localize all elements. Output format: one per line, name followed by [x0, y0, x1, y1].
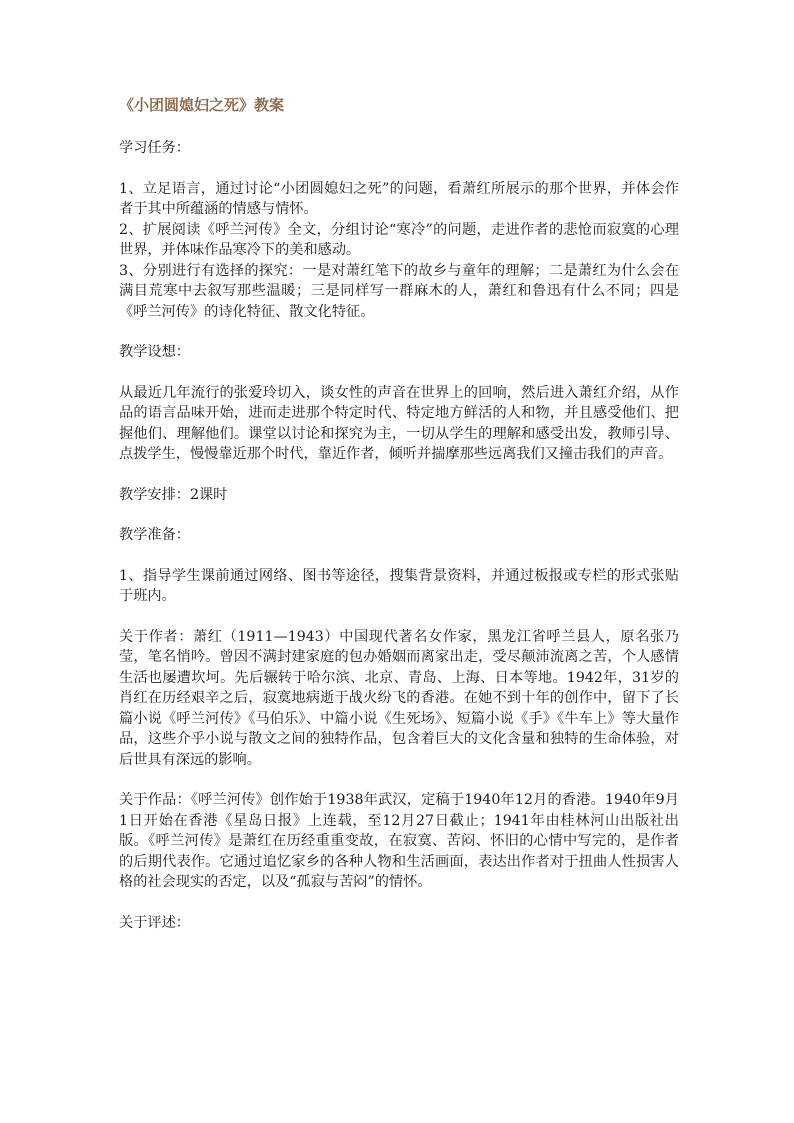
author-paragraph: 关于作者：萧红（1911—1943）中国现代著名女作家，黑龙江省呼兰县人，原名张乃莹，笔名悄吟。曾因不满封建家庭的包办婚姻而离家出走，受尽颠沛流离之苦，个人感情生活也屡遭坎坷。先后辗转于哈尔滨、北京、青岛、上海、日本等地。1942年，31岁的肖红在历经艰辛之后，寂寞地病逝于战火纷飞的香港。在她不到十年的创作中，留下了长篇小说《呼兰河传》《马伯乐》、中篇小说《生死场》、短篇小说《手》《牛车上》等大量作品，这些介乎小说与散文之间的独特作品，包含着巨大的文化含量和独特的生命体验，对后世具有深远的影响。 [119, 628, 679, 768]
concept-block [119, 383, 679, 465]
task-item-2: 2、扩展阅读《呼兰河传》全文，分组讨论“寒冷”的问题，走进作者的悲怆而寂寞的心理世界，并体味作品寒冷下的美和感动。 [119, 221, 679, 258]
author-block [119, 627, 679, 771]
prep-block [119, 566, 679, 607]
tasks-list [119, 179, 679, 323]
review-heading: 关于评述： [119, 914, 190, 931]
document-title: 《小团圆媳妇之死》教案 [119, 96, 285, 114]
document-page [119, 94, 679, 953]
concept-paragraph: 从最近几年流行的张爱玲切入，谈女性的声音在世界上的回响，然后进入萧红介绍，从作品的语言品味开始，进而走进那个特定时代、特定地方鲜活的人和物，并且感受他们、把握他们、理解他们。课堂以讨论和探究为主，一切从学生的理解和感受出发，教师引导、点拨学生，慢慢靠近那个时代，靠近作者，倾听并揣摩那些远离我们又撞击我们的声音。 [119, 384, 679, 462]
concept-heading: 教学设想： [119, 344, 190, 360]
work-block [119, 790, 679, 893]
task-item-1: 1、立足语言，通过讨论“小团圆媳妇之死”的问题，看萧红所展示的那个世界，并体会作者于其中所蕴涵的情感与情怀。 [119, 180, 679, 217]
work-paragraph: 关于作品：《呼兰河传》创作始于1938年武汉，定稿于1940年12月的香港。1940年9月1日开始在香港《星岛日报》上连载，至12月27日截止；1941年由桂林河山出版社出版。《呼兰河传》是萧红在历经重重变故，在寂寞、苦闷、怀旧的心情中写完的，是作者的后期代表作。它通过追忆家乡的各种人物和生活画面，表达出作者对于扭曲人性损害人格的社会现实的否定，以及“孤寂与苦闷”的情怀。 [119, 792, 679, 890]
prep-heading: 教学准备： [119, 527, 190, 543]
schedule-line: 教学安排：2课时 [119, 486, 228, 503]
task-item-3: 3、分别进行有选择的探究：一是对萧红笔下的故乡与童年的理解；二是萧红为什么会在满目荒寒中去叙写那些温暖；三是同样写一群麻木的人，萧红和鲁迅有什么不同；四是《呼兰河传》的诗化特征、散文化特征。 [119, 262, 679, 320]
prep-paragraph: 1、指导学生课前通过网络、图书等途径，搜集背景资料，并通过板报或专栏的形式张贴于班内。 [119, 567, 679, 604]
tasks-heading: 学习任务： [119, 140, 190, 156]
